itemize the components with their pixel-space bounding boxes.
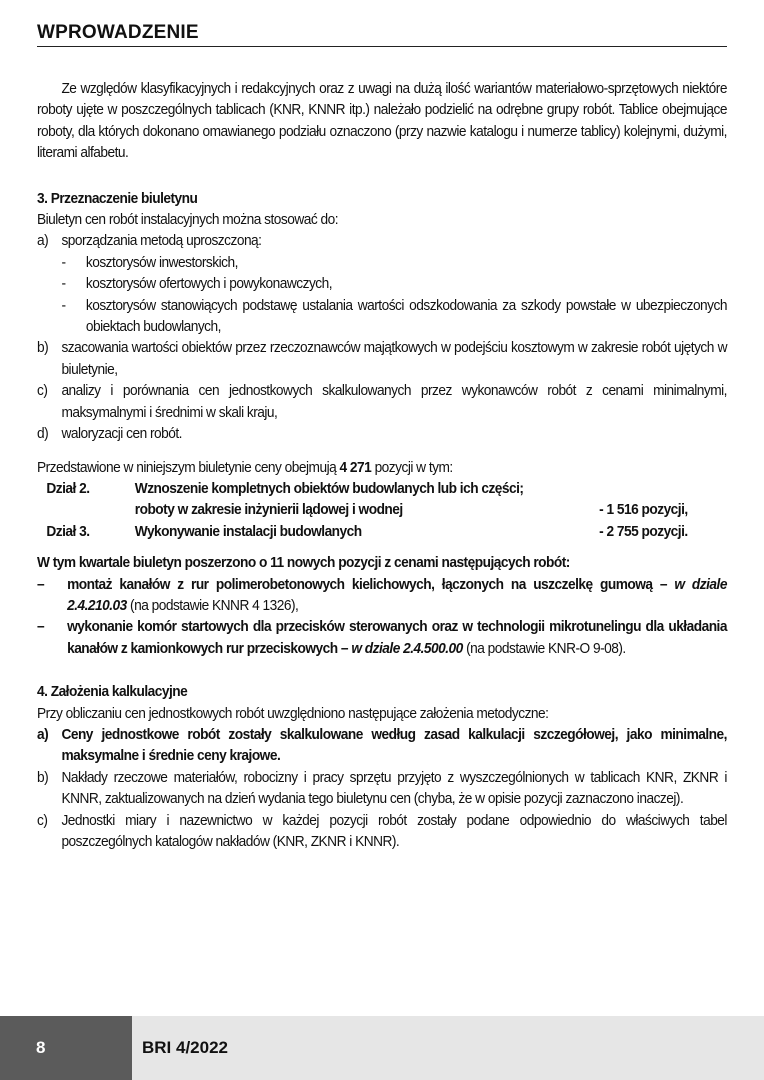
sub-text: kosztorysów stanowiących podstawę ustalania wartości odszkodowania za szkody powstałe w ubezpieczonych obiektach budowlanych, [85, 297, 727, 336]
positions-lead-text: Przedstawione w niniejszym biuletynie ceny obejmują [37, 459, 340, 476]
dzial-count: - 1 516 pozycji, [599, 502, 688, 519]
dzial-label: Dział 3. [46, 523, 90, 540]
list-label: a) [37, 726, 49, 743]
list-text: szacowania wartości obiektów przez rzeczoznawców majątkowych w podejściu kosztowym w zakresie robót ujętych w biuletynie, [61, 340, 727, 378]
new-item-1 [37, 575, 727, 618]
new-item-source: (na podstawie KNR-O 9-08). [462, 640, 626, 657]
list-item-c [37, 381, 727, 424]
emdash-marker: – [37, 619, 45, 636]
dzial-3-row [37, 522, 727, 543]
assumption-text: Nakłady rzeczowe materiałów, robocizny i pracy sprzętu przyjęto z wyszczególnionych w tablicach KNR, ZKNR i KNNR, zaktualizowanych na dzień wydania tego biuletynu cen (chyba, że w opisie pozycji zaznaczono inaczej). [61, 769, 727, 808]
footer-publication-box [132, 1016, 764, 1080]
new-item-location: w dziale 2.4.210.03 [67, 576, 727, 614]
dash-marker: - [61, 276, 66, 293]
assumption-text: Jednostki miary i nazewnictwo w każdej pozycji robót zostały podane odpowiednio do właściwych tabel poszczególnych katalogów nakładów (KNR, ZKNR i KNNR). [61, 812, 727, 850]
section-4-lead: Przy obliczaniu cen jednostkowych robót uwzględniono następujące założenia metodyczne: [37, 705, 549, 722]
dzial-2-row-2 [37, 500, 727, 521]
new-item-2 [37, 617, 727, 660]
footer-page-box [0, 1016, 132, 1080]
new-items-lead: W tym kwartale biuletyn poszerzono o 11 nowych pozycji z cenami następujących robót: [37, 555, 570, 572]
dzial-2-row-1 [37, 479, 727, 500]
page-body [37, 79, 727, 853]
list-label: d) [37, 426, 49, 443]
new-item-text: wykonanie komór startowych dla przecisków sterowanych oraz w technologii mikrotunelingu dla układania kanałów z kamionkowych rur przeciskowych – [67, 619, 727, 657]
list-text: analizy i porównania cen jednostkowych skalkulowanych przez wykonawców robót z cenami minimalnymi, maksymalnymi i średnimi w skali kraju, [61, 383, 727, 421]
page-header [37, 22, 727, 47]
list-item-b [37, 338, 727, 381]
dzial-label: Dział 2. [46, 480, 90, 497]
section-3-title: 3. Przeznaczenie biuletynu [37, 190, 198, 207]
assumption-c [37, 811, 727, 854]
sub-text: kosztorysów ofertowych i powykonawczych, [85, 276, 333, 293]
sub-item-2 [37, 274, 727, 295]
dzial-description: Wykonywanie instalacji budowlanych [134, 523, 362, 540]
new-item-location: w dziale 2.4.500.00 [351, 640, 463, 657]
dzial-description: roboty w zakresie inżynierii lądowej i wodnej [134, 502, 403, 519]
list-label: c) [37, 383, 48, 400]
page-number: 8 [36, 1038, 46, 1057]
list-text: waloryzacji cen robót. [61, 426, 182, 443]
list-item-a [37, 231, 727, 252]
list-item-d [37, 424, 727, 445]
list-label: c) [37, 812, 48, 829]
dash-marker: - [61, 297, 66, 314]
positions-lead-suffix: pozycji w tym: [371, 459, 453, 476]
list-label: a) [37, 233, 49, 250]
assumption-b [37, 768, 727, 811]
list-text: sporządzania metodą uproszczoną: [61, 233, 262, 250]
positions-total: 4 271 [339, 459, 372, 476]
new-item-text: montaż kanałów z rur polimerobetonowych kielichowych, łączonych na uszczelkę gumową – [67, 576, 675, 593]
sub-item-1 [37, 253, 727, 274]
list-label: b) [37, 769, 49, 786]
dash-marker: - [61, 254, 66, 271]
section-4-title: 4. Założenia kalkulacyjne [37, 684, 188, 701]
sub-item-3 [37, 296, 727, 339]
assumption-text: Ceny jednostkowe robót zostały skalkulowane według zasad kalkulacji szczegółowej, jako minimalne, maksymalne i średnie ceny krajowe. [61, 726, 727, 765]
new-item-source: (na podstawie KNNR 4 1326), [126, 597, 299, 614]
emdash-marker: – [37, 576, 45, 593]
assumption-a [37, 725, 727, 768]
dzial-count: - 2 755 pozycji. [599, 523, 688, 540]
header-title: WPROWADZENIE [37, 22, 199, 43]
dzial-description: Wznoszenie kompletnych obiektów budowlanych lub ich części; [134, 480, 524, 497]
sub-text: kosztorysów inwestorskich, [85, 254, 238, 271]
section-3-lead: Biuletyn cen robót instalacyjnych można stosować do: [37, 212, 339, 229]
list-label: b) [37, 340, 49, 357]
positions-lead [37, 458, 727, 479]
intro-paragraph: Ze względów klasyfikacyjnych i redakcyjnych oraz z uwagi na dużą ilość wariantów materiałowo-sprzętowych niektóre roboty ujęte w poszczególnych tablicach (KNR, KNNR itp.) należało podzielić na odrębne grupy robót. Tablice obejmujące roboty, dla których dokonano omawianego podziału oznaczono (przy nazwie katalogu i numerze tablicy) kolejnymi, dużymi, literami alfabetu. [37, 81, 727, 162]
publication-label: BRI 4/2022 [142, 1038, 228, 1057]
